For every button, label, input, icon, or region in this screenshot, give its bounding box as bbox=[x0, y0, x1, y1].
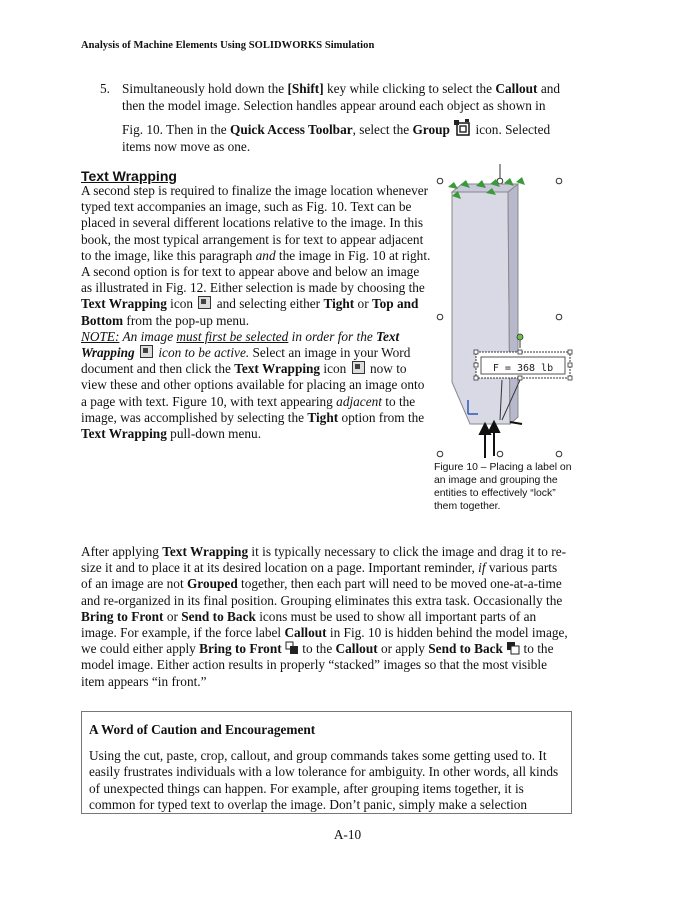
text-wrapping-paragraph: A second step is required to finalize the image location whenever typed text accompanies an image, such as Fig. 10. Text can be placed in several different locations relative to the image. In this book, the most typical arrangement is for text to appear adjacent to the image, like this paragraph and the image in Fig. 10 at right. A second option is for text to appear above and below an image as illustrated in Fig. 12. Either selection is made by choosing the Text Wrapping icon and selecting either Tight or Top and Bottom from the pop-up menu. NOTE: An image must first be selected in order for the Text Wrapping icon to be active. Select an image in your Word document and then click the Text Wrapping icon now to view these and other options available for placing an image onto a page with text. Figure 10, with text appearing adjacent to the image, was accomplished by selecting the Tight option from the Text Wrapping pull-down menu. bbox=[81, 183, 431, 442]
force-callout[interactable]: F = 368 lb bbox=[492, 363, 554, 374]
section-title-text-wrapping: Text Wrapping bbox=[81, 168, 177, 184]
page-number: A-10 bbox=[333, 827, 362, 842]
beam-model-drawing bbox=[430, 162, 580, 462]
text-wrapping-icon bbox=[140, 345, 153, 358]
group-icon bbox=[453, 119, 471, 137]
running-header: Analysis of Machine Elements Using SOLIDWORKS Simulation bbox=[81, 40, 375, 51]
text-wrapping-icon bbox=[352, 361, 365, 374]
text-wrapping-icon bbox=[198, 296, 211, 309]
bring-to-front-icon bbox=[285, 641, 299, 655]
caution-title: A Word of Caution and Encouragement bbox=[89, 722, 316, 737]
figure-10-model-image[interactable] bbox=[430, 162, 580, 462]
figure-caption: Figure 10 – Placing a label on an image and grouping the entities to effectively “lock” them together. bbox=[434, 462, 572, 512]
after-paragraph: After applying Text Wrapping it is typically necessary to click the image and drag it to re-size it and to place it at its desired location on a page. Important reminder, if various parts of an image are not Grouped together, then each part will need to be moved one-at-a-time and re-organized in its final position. Grouping eliminates this extra task. Occasionally the Bring to Front or Send to Back icons must be used to show all important parts of an image. For example, if the force label Callout in Fig. 10 is hidden behind the model image, we could either apply Bring to Front to the Callout or apply Send to Back to the model image. Either action results in properly “stacked” images so that the most visible item appears “in front.” bbox=[81, 544, 568, 689]
step-number: 5. bbox=[100, 81, 110, 96]
step-body: Simultaneously hold down the [Shift] key while clicking to select the Callout and then the model image. Selection handles appear around each object as shown in Fig. 10. Then in the Quick Access Toolbar, select the Group icon. Selected items now move as one. bbox=[122, 81, 561, 154]
send-to-back-icon bbox=[506, 641, 520, 655]
caution-text: Using the cut, paste, crop, callout, and group commands takes some getting used to. It easily frustrates individuals with a low tolerance for ambiguity. In other words, all kinds of unexpected things can happen. For example, after grouping items together, it is common for typed text to overlap the image. Don’t panic, simply make a selection bbox=[89, 748, 559, 812]
caution-box bbox=[81, 711, 572, 814]
